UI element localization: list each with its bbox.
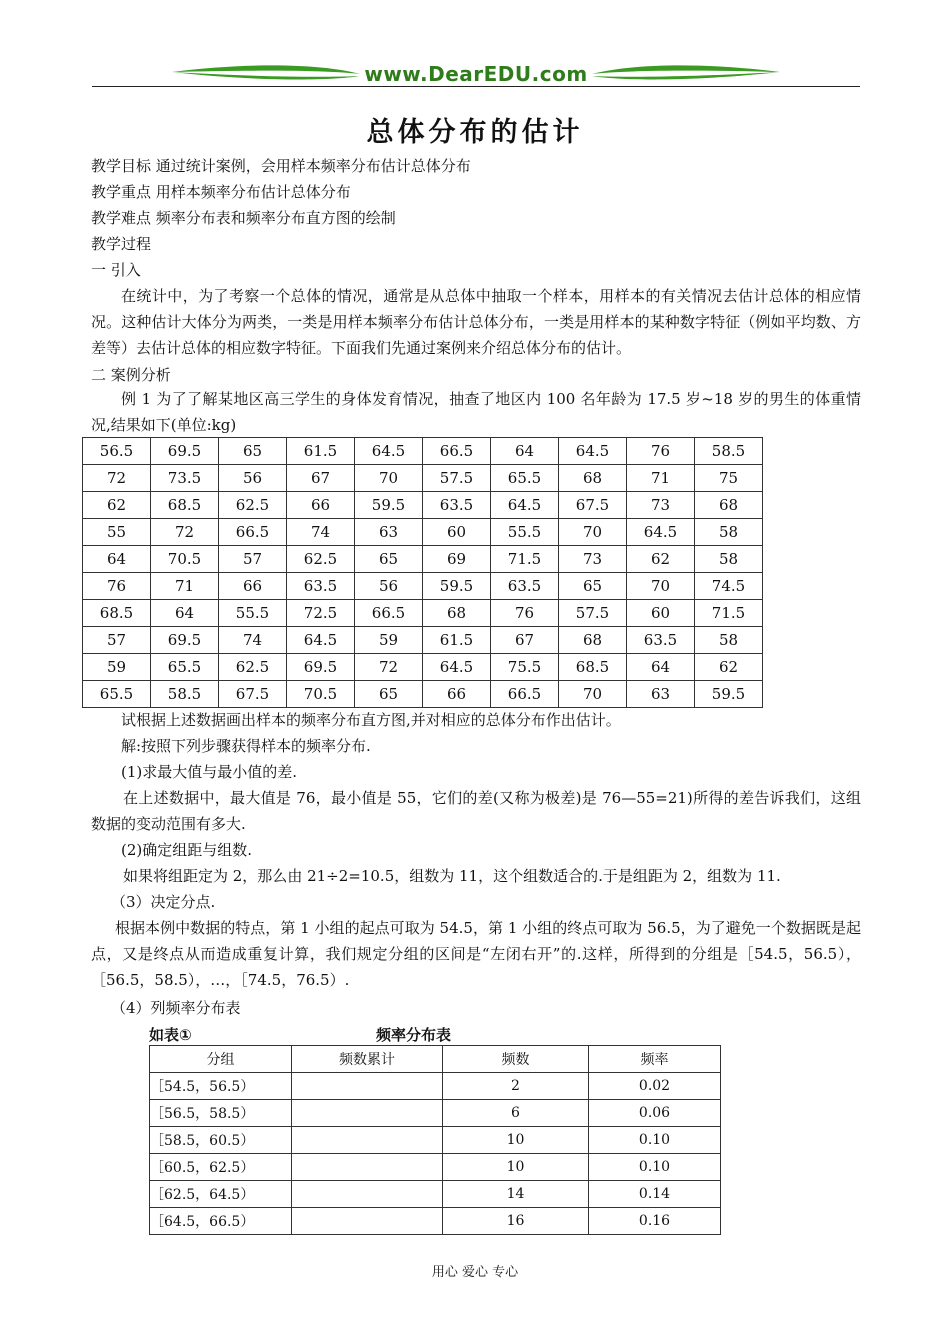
table-cell: 66	[219, 573, 287, 600]
table-cell: 72.5	[287, 600, 355, 627]
intro-paragraph: 在统计中，为了考察一个总体的情况，通常是从总体中抽取一个样本，用样本的有关情况去估计总体的相应情况。这种估计大体分为两类，一类是用样本频率分布估计总体分布，一类是用样本的某种数字特征（例如平均数、方差等）去估计总体的相应数字特征。下面我们先通过案例来介绍总体分布的估计。	[91, 287, 861, 357]
table-cell: 67	[491, 627, 559, 654]
table-cell: 68.5	[559, 654, 627, 681]
group-cell: ［58.5，60.5）	[150, 1127, 292, 1154]
header-group: 分组	[150, 1046, 292, 1073]
table-cell: 64	[491, 438, 559, 465]
table-cell: 72	[151, 519, 219, 546]
frequency-cell: 0.14	[589, 1181, 721, 1208]
group-cell: ［54.5，56.5）	[150, 1073, 292, 1100]
table-row	[83, 573, 763, 600]
table-cell: 67	[287, 465, 355, 492]
table-cell: 73	[627, 492, 695, 519]
group-cell: ［64.5，66.5）	[150, 1208, 292, 1235]
table-row	[83, 492, 763, 519]
table-cell: 62	[627, 546, 695, 573]
table-row	[83, 546, 763, 573]
table-cell: 69.5	[151, 438, 219, 465]
table-cell: 74	[219, 627, 287, 654]
table-cell: 69.5	[287, 654, 355, 681]
table-cell: 65	[355, 546, 423, 573]
teaching-goal: 教学目标 通过统计案例，会用样本频率分布估计总体分布	[91, 157, 471, 175]
count-cell: 10	[443, 1154, 589, 1181]
table-cell: 65	[559, 573, 627, 600]
cumulative-cell	[292, 1181, 443, 1208]
table-cell: 57	[83, 627, 151, 654]
table-cell: 72	[355, 654, 423, 681]
frequency-cell: 0.02	[589, 1073, 721, 1100]
table-cell: 64	[627, 654, 695, 681]
table-cell: 75.5	[491, 654, 559, 681]
table-cell: 65.5	[151, 654, 219, 681]
teaching-difficulty: 教学难点 频率分布表和频率分布直方图的绘制	[91, 209, 396, 227]
table-row	[83, 465, 763, 492]
table-cell: 70.5	[287, 681, 355, 708]
table-row	[150, 1181, 721, 1208]
table-cell: 64.5	[287, 627, 355, 654]
frequency-cell: 0.10	[589, 1154, 721, 1181]
table-cell: 70	[355, 465, 423, 492]
table-cell: 64.5	[423, 654, 491, 681]
table-cell: 65.5	[83, 681, 151, 708]
table-cell: 70	[559, 519, 627, 546]
table-cell: 75	[695, 465, 763, 492]
table-cell: 72	[83, 465, 151, 492]
table-cell: 59.5	[423, 573, 491, 600]
table-cell: 62.5	[287, 546, 355, 573]
teaching-process: 教学过程	[91, 235, 152, 253]
table-cell: 76	[491, 600, 559, 627]
cumulative-cell	[292, 1208, 443, 1235]
table-cell: 62	[695, 654, 763, 681]
table-cell: 70.5	[151, 546, 219, 573]
table-cell: 56.5	[83, 438, 151, 465]
table-row	[150, 1154, 721, 1181]
table-cell: 71	[151, 573, 219, 600]
table-cell: 64	[83, 546, 151, 573]
table-cell: 60	[423, 519, 491, 546]
table-cell: 69	[423, 546, 491, 573]
table-cell: 64	[151, 600, 219, 627]
table-cell: 68	[559, 465, 627, 492]
table-cell: 66.5	[491, 681, 559, 708]
table-cell: 64.5	[627, 519, 695, 546]
solution-text: 解:按照下列步骤获得样本的频率分布.	[121, 737, 371, 755]
table-cell: 67.5	[559, 492, 627, 519]
example-paragraph: 例 1 为了了解某地区高三学生的身体发育情况，抽查了地区内 100 名年龄为 17.5 岁~18 岁的男生的体重情况,结果如下(单位:kg)	[91, 390, 861, 434]
table-cell: 68.5	[151, 492, 219, 519]
table-cell: 70	[627, 573, 695, 600]
table-cell: 66.5	[355, 600, 423, 627]
count-cell: 16	[443, 1208, 589, 1235]
count-cell: 14	[443, 1181, 589, 1208]
table-cell: 66	[287, 492, 355, 519]
site-name: www.DearEDU.com	[364, 62, 588, 86]
table-cell: 63	[355, 519, 423, 546]
table-row	[150, 1073, 721, 1100]
table-cell: 63.5	[287, 573, 355, 600]
cumulative-cell	[292, 1073, 443, 1100]
table-cell: 71.5	[695, 600, 763, 627]
frequency-cell: 0.06	[589, 1100, 721, 1127]
table-cell: 55.5	[491, 519, 559, 546]
table-cell: 68	[559, 627, 627, 654]
table-row	[83, 600, 763, 627]
table-cell: 58	[695, 546, 763, 573]
group-cell: ［56.5，58.5）	[150, 1100, 292, 1127]
step-4-heading: （4）列频率分布表	[111, 999, 241, 1017]
table-cell: 57.5	[423, 465, 491, 492]
table-cell: 74.5	[695, 573, 763, 600]
table-cell: 62	[83, 492, 151, 519]
table-row	[83, 681, 763, 708]
table-cell: 66.5	[423, 438, 491, 465]
table-cell: 59	[83, 654, 151, 681]
table-cell: 58	[695, 519, 763, 546]
table-cell: 63.5	[627, 627, 695, 654]
table-row	[83, 654, 763, 681]
count-cell: 2	[443, 1073, 589, 1100]
table-cell: 66.5	[219, 519, 287, 546]
table-cell: 57	[219, 546, 287, 573]
table-row	[150, 1127, 721, 1154]
frequency-table	[149, 1045, 721, 1235]
table-cell: 62.5	[219, 492, 287, 519]
table-cell: 59	[355, 627, 423, 654]
table-cell: 65.5	[491, 465, 559, 492]
table-cell: 62.5	[219, 654, 287, 681]
table-cell: 70	[559, 681, 627, 708]
table-cell: 64.5	[355, 438, 423, 465]
frequency-cell: 0.16	[589, 1208, 721, 1235]
step-2-heading: (2)确定组距与组数.	[121, 841, 253, 859]
table-cell: 61.5	[423, 627, 491, 654]
section-case-heading: 二 案例分析	[91, 366, 171, 384]
table-cell: 60	[627, 600, 695, 627]
group-cell: ［60.5，62.5）	[150, 1154, 292, 1181]
table-cell: 73	[559, 546, 627, 573]
table-row	[150, 1208, 721, 1235]
table-cell: 67.5	[219, 681, 287, 708]
table-cell: 63.5	[423, 492, 491, 519]
raw-data-table	[82, 437, 763, 708]
table-cell: 58	[695, 627, 763, 654]
count-cell: 6	[443, 1100, 589, 1127]
header-divider	[92, 86, 860, 87]
task-text: 试根据上述数据画出样本的频率分布直方图,并对相应的总体分布作出估计。	[121, 711, 621, 729]
header-count: 频数	[443, 1046, 589, 1073]
table-cell: 71.5	[491, 546, 559, 573]
table-cell: 71	[627, 465, 695, 492]
step-3-heading: （3）决定分点.	[111, 893, 216, 911]
table-cell: 76	[627, 438, 695, 465]
cumulative-cell	[292, 1127, 443, 1154]
step-2-paragraph: 如果将组距定为 2，那么由 21÷2=10.5，组数为 11，这个组数适合的.于是组距为 2，组数为 11.	[123, 867, 781, 885]
table-cell: 73.5	[151, 465, 219, 492]
table-cell: 63.5	[491, 573, 559, 600]
table-cell: 76	[83, 573, 151, 600]
count-cell: 10	[443, 1127, 589, 1154]
table-cell: 57.5	[559, 600, 627, 627]
cumulative-cell	[292, 1100, 443, 1127]
cumulative-cell	[292, 1154, 443, 1181]
table-cell: 65	[219, 438, 287, 465]
step-3-paragraph: 根据本例中数据的特点，第 1 小组的起点可取为 54.5，第 1 小组的终点可取为 56.5，为了避免一个数据既是起点，又是终点从而造成重复计算，我们规定分组的区间是“左闭右开”的.这样，所得到的分组是［54.5，56.5），［56.5，58.5），…，［74.5，76.5）.	[91, 919, 861, 989]
table-cell: 69.5	[151, 627, 219, 654]
table-cell: 65	[355, 681, 423, 708]
header-frequency: 频率	[589, 1046, 721, 1073]
table-cell: 59.5	[695, 681, 763, 708]
table-cell: 68	[695, 492, 763, 519]
table-cell: 63	[627, 681, 695, 708]
table-cell: 66	[423, 681, 491, 708]
group-cell: ［62.5，64.5）	[150, 1181, 292, 1208]
table-row	[83, 519, 763, 546]
table-row	[150, 1100, 721, 1127]
step-1-heading: (1)求最大值与最小值的差.	[121, 763, 298, 781]
table-caption-label: 如表①	[149, 1026, 192, 1044]
table-cell: 64.5	[491, 492, 559, 519]
table-cell: 58.5	[151, 681, 219, 708]
table-row	[83, 438, 763, 465]
table-row	[83, 627, 763, 654]
teaching-focus: 教学重点 用样本频率分布估计总体分布	[91, 183, 351, 201]
step-1-paragraph: 在上述数据中，最大值是 76，最小值是 55，它们的差(又称为极差)是 76—55=21)所得的差告诉我们，这组数据的变动范围有多大.	[91, 789, 861, 833]
table-cell: 64.5	[559, 438, 627, 465]
table-cell: 56	[219, 465, 287, 492]
table-cell: 68	[423, 600, 491, 627]
table-cell: 56	[355, 573, 423, 600]
table-cell: 55.5	[219, 600, 287, 627]
header-cumulative: 频数累计	[292, 1046, 443, 1073]
table-header-row	[150, 1046, 721, 1073]
table-cell: 68.5	[83, 600, 151, 627]
table-cell: 59.5	[355, 492, 423, 519]
table-cell: 55	[83, 519, 151, 546]
page-footer: 用心 爱心 专心	[431, 1265, 519, 1280]
frequency-cell: 0.10	[589, 1127, 721, 1154]
section-intro-heading: 一 引入	[91, 261, 141, 279]
table-caption-title: 频率分布表	[376, 1026, 452, 1044]
table-cell: 74	[287, 519, 355, 546]
page-title: 总体分布的估计	[366, 117, 584, 148]
table-cell: 58.5	[695, 438, 763, 465]
table-cell: 61.5	[287, 438, 355, 465]
